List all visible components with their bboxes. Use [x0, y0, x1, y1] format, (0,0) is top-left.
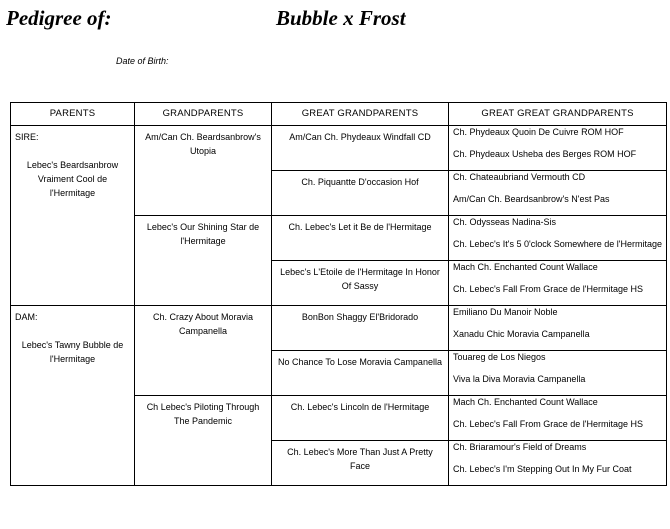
dam-cell	[11, 306, 135, 486]
dam-label: DAM:	[15, 312, 38, 322]
great-great-grandparent-name: Ch. Chateaubriand Vermouth CD	[453, 172, 586, 182]
great-great-grandparent-name: Emiliano Du Manoir Noble	[453, 307, 558, 317]
great-great-grandparent-name: Mach Ch. Enchanted Count Wallace	[453, 397, 598, 407]
grandparent-cell	[135, 216, 272, 306]
great-great-grandparent-cell	[449, 306, 667, 351]
great-grandparent-cell	[272, 261, 449, 306]
great-great-grandparent-name: Ch. Lebec's I'm Stepping Out In My Fur Coat	[453, 464, 632, 474]
date-of-birth-label: Date of Birth:	[116, 56, 169, 66]
great-great-grandparent-name: Ch. Phydeaux Usheba des Berges ROM HOF	[453, 149, 637, 159]
grandparent-cell	[135, 126, 272, 216]
great-grandparent-cell	[272, 306, 449, 351]
great-grandparent-name: Ch. Piquantte D'occasion Hof	[301, 177, 419, 187]
great-grandparent-name: Ch. Lebec's Lincoln de l'Hermitage	[290, 402, 430, 412]
column-header-grandparents: GRANDPARENTS	[135, 103, 272, 126]
great-grandparent-cell	[272, 396, 449, 441]
grandparent-name: Lebec's Our Shining Star de l'Hermitage	[146, 222, 260, 246]
great-great-grandparent-cell	[449, 396, 667, 441]
great-great-grandparent-name: Ch. Phydeaux Quoin De Cuivre ROM HOF	[453, 127, 624, 137]
pedigree-table	[10, 102, 667, 486]
column-header-parents: PARENTS	[11, 103, 135, 126]
great-great-grandparent-name: Ch. Lebec's It's 5 0'clock Somewhere de l'Hermitage	[453, 239, 662, 249]
great-grandparent-cell	[272, 351, 449, 396]
great-great-grandparent-cell	[449, 126, 667, 171]
grandparent-cell	[135, 306, 272, 396]
great-great-grandparent-name: Touareg de Los Niegos	[453, 352, 546, 362]
great-great-grandparent-cell	[449, 261, 667, 306]
sire-name: Lebec's Beardsanbrow Vraiment Cool de l'Hermitage	[26, 160, 119, 198]
great-great-grandparent-cell	[449, 216, 667, 261]
column-header-great-grandparents: GREAT GRANDPARENTS	[272, 103, 449, 126]
great-great-grandparent-name: Viva la Diva Moravia Campanella	[453, 374, 586, 384]
grandparent-name: Ch. Crazy About Moravia Campanella	[152, 312, 254, 336]
great-great-grandparent-name: Ch. Lebec's Fall From Grace de l'Hermitage HS	[453, 419, 644, 429]
great-grandparent-name: Ch. Lebec's Let it Be de l'Hermitage	[288, 222, 432, 232]
great-great-grandparent-name: Am/Can Ch. Beardsanbrow's N'est Pas	[453, 194, 610, 204]
column-header-great-great-grandparents: GREAT GREAT GRANDPARENTS	[449, 103, 667, 126]
pedigree-name: Bubble x Frost	[276, 6, 406, 30]
great-great-grandparent-name: Ch. Briaramour's Field of Dreams	[453, 442, 587, 452]
great-grandparent-name: Am/Can Ch. Phydeaux Windfall CD	[289, 132, 431, 142]
great-grandparent-name: No Chance To Lose Moravia Campanella	[278, 357, 442, 367]
grandparent-name: Ch Lebec's Piloting Through The Pandemic	[146, 402, 260, 426]
great-grandparent-cell	[272, 171, 449, 216]
great-great-grandparent-name: Ch. Odysseas Nadina-Sis	[453, 217, 557, 227]
great-great-grandparent-cell	[449, 171, 667, 216]
great-grandparent-cell	[272, 441, 449, 486]
sire-cell	[11, 126, 135, 306]
great-grandparent-cell	[272, 216, 449, 261]
great-grandparent-name: Lebec's L'Etoile de l'Hermitage In Honor Of Sassy	[280, 267, 440, 291]
great-great-grandparent-cell	[449, 441, 667, 486]
grandparent-name: Am/Can Ch. Beardsanbrow's Utopia	[145, 132, 261, 156]
great-grandparent-cell	[272, 126, 449, 171]
dam-name: Lebec's Tawny Bubble de l'Hermitage	[21, 340, 124, 364]
great-great-grandparent-name: Xanadu Chic Moravia Campanella	[453, 329, 590, 339]
great-great-grandparent-cell	[449, 351, 667, 396]
great-grandparent-name: Ch. Lebec's More Than Just A Pretty Face	[287, 447, 433, 471]
great-great-grandparent-name: Mach Ch. Enchanted Count Wallace	[453, 262, 598, 272]
sire-label: SIRE:	[15, 132, 39, 142]
great-grandparent-name: BonBon Shaggy El'Bridorado	[301, 312, 419, 322]
table-header-row	[11, 103, 667, 126]
grandparent-cell	[135, 396, 272, 486]
great-great-grandparent-name: Ch. Lebec's Fall From Grace de l'Hermitage HS	[453, 284, 644, 294]
page-title-label: Pedigree of:	[6, 6, 112, 30]
